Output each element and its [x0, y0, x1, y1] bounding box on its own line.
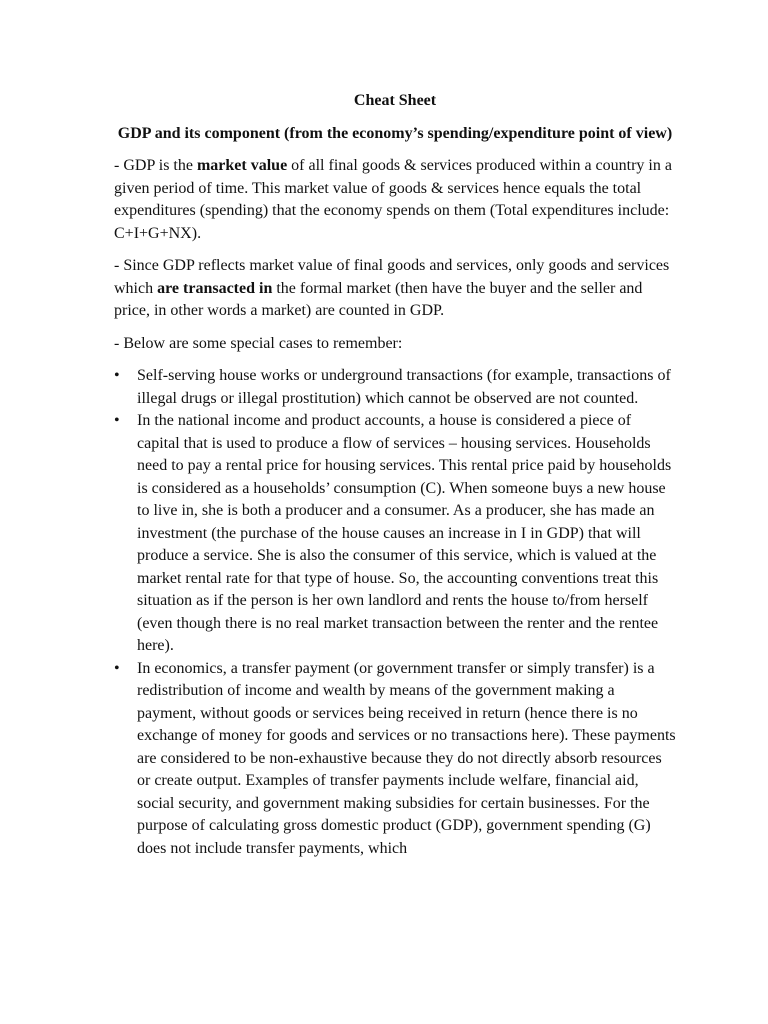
- paragraph-market-transactions: [114, 255, 676, 323]
- list-item: [114, 365, 676, 410]
- bullet-icon: •: [114, 412, 120, 429]
- document-body: [114, 90, 676, 860]
- special-cases-list: [114, 365, 676, 860]
- paragraph-text: of all final goods & services produced within a country in a given period of time. This market value of goods & services hence equals the total expenditures (spending) that the economy spends on them (Total expenditures include: C+I+G+NX).: [114, 157, 672, 242]
- page-title: Cheat Sheet: [353, 92, 437, 109]
- list-item-text: In economics, a transfer payment (or government transfer or simply transfer) is a redistribution of income and wealth by means of the government making a payment, without goods or services being received in return (hence there is no exchange of money for goods and services or no transactions here). These payments are considered to be non-exhaustive because they do not directly absorb resources or create output. Examples of transfer payments include welfare, financial aid, social security, and government making subsidies for certain businesses. For the purpose of calculating gross domestic product (GDP), government spending (G) does not include transfer payments, which: [137, 659, 676, 857]
- list-item: [114, 410, 676, 658]
- list-item: [114, 658, 676, 861]
- paragraph-text: - GDP is the: [114, 157, 197, 174]
- list-item-text: Self-serving house works or underground transactions (for example, transactions of illegal drugs or illegal prostitution) which cannot be observed are not counted.: [137, 367, 671, 407]
- list-item-text: In the national income and product accounts, a house is considered a piece of capital that is used to produce a flow of services – housing services. Households need to pay a rental price for housing services. This rental price paid by households is considered as a households’ consumption (C). When someone buys a new house to live in, she is both a producer and a consumer. As a producer, she has made an investment (the purchase of the house causes an increase in I in GDP) that will produce a service. She is also the consumer of this service, which is valued at the market rental rate for that type of house. So, the accounting conventions treat this situation as if the person is her own landlord and rents the house to/from herself (even though there is no real market transaction between the renter and the rentee here).: [137, 412, 672, 654]
- section-heading: GDP and its component (from the economy’s spending/expenditure point of view): [117, 124, 673, 142]
- bold-term-market-value: market value: [196, 157, 288, 174]
- paragraph-gdp-definition: [114, 155, 676, 245]
- bold-term-are-transacted-in: are transacted in: [157, 279, 273, 297]
- bullet-icon: •: [114, 367, 120, 384]
- bullet-icon: •: [114, 659, 120, 677]
- paragraph-text: the formal market (then have the buyer and the seller and price, in other words a market) are counted in GDP.: [114, 279, 643, 319]
- paragraph-special-cases: - Below are some special cases to remember:: [114, 334, 403, 352]
- paragraph-text: - Since GDP reflects market value of final goods and services, only goods and services which: [114, 257, 670, 297]
